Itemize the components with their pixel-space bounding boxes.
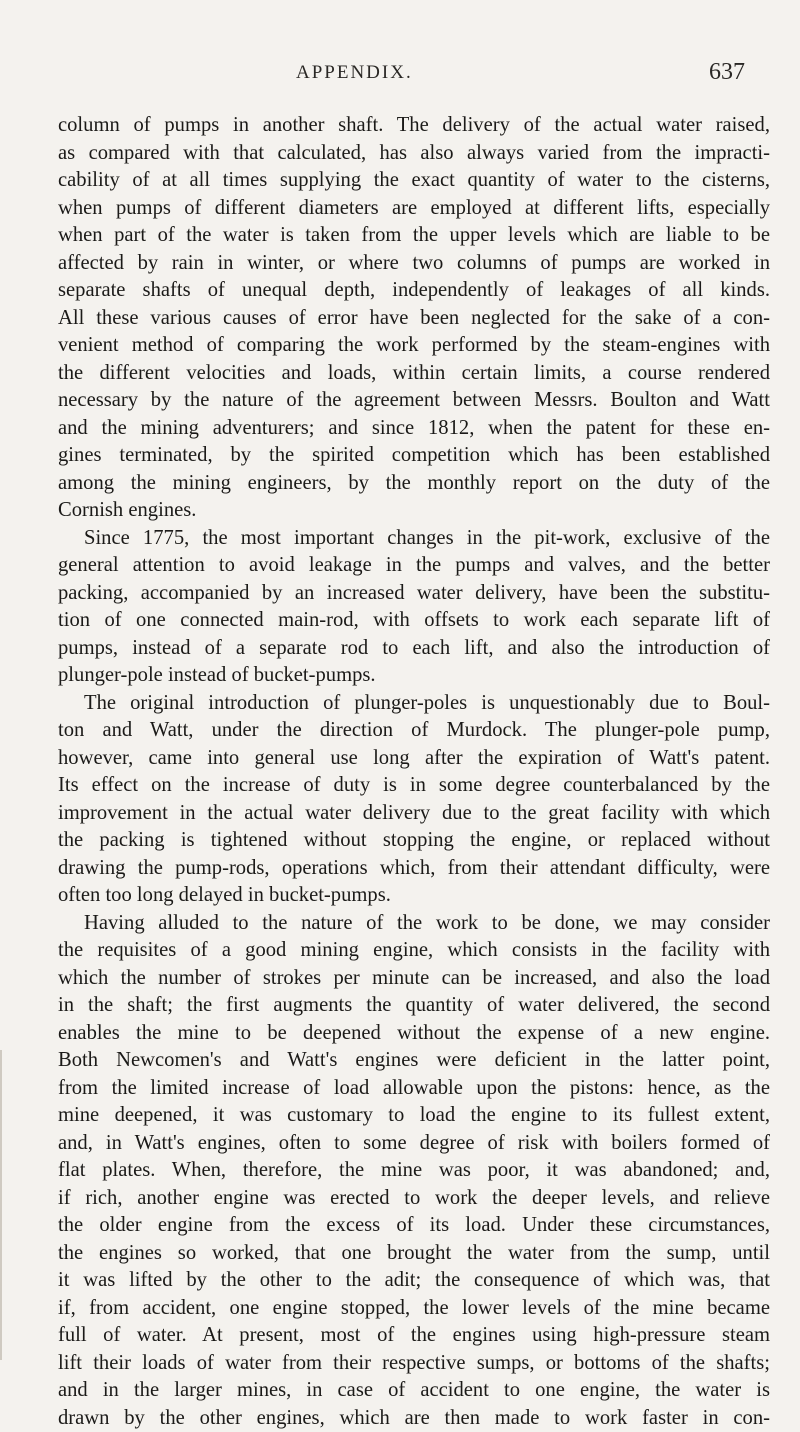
text-line: the older engine from the excess of its load. Under these circumstances, (58, 1212, 770, 1240)
text-line: in the shaft; the first augments the quantity of water delivered, the second (58, 992, 770, 1020)
text-line: gines terminated, by the spirited competition which has been established (58, 442, 770, 470)
text-line: affected by rain in winter, or where two columns of pumps are worked in (58, 250, 770, 278)
text-line: when pumps of different diameters are employed at different lifts, especially (58, 195, 770, 223)
text-line: and the mining adventurers; and since 1812, when the patent for these en- (58, 415, 770, 443)
text-line: which the number of strokes per minute can be increased, and also the load (58, 965, 770, 993)
text-line: if rich, another engine was erected to work the deeper levels, and relieve (58, 1185, 770, 1213)
text-line: the engines so worked, that one brought the water from the sump, until (58, 1240, 770, 1268)
text-line: Cornish engines. (58, 497, 770, 525)
text-line: drawn by the other engines, which are then made to work faster in con- (58, 1405, 770, 1432)
text-line: it was lifted by the other to the adit; the consequence of which was, that (58, 1267, 770, 1295)
text-line: ton and Watt, under the direction of Murdock. The plunger-pole pump, (58, 717, 770, 745)
text-line: lift their loads of water from their respective sumps, or bottoms of the shafts; (58, 1350, 770, 1378)
text-line: separate shafts of unequal depth, independently of leakages of all kinds. (58, 277, 770, 305)
running-title: APPENDIX. (296, 62, 413, 84)
text-line: as compared with that calculated, has also always varied from the impracti- (58, 140, 770, 168)
text-line: and, in Watt's engines, often to some degree of risk with boilers formed of (58, 1130, 770, 1158)
text-line: often too long delayed in bucket-pumps. (58, 882, 770, 910)
text-line: Both Newcomen's and Watt's engines were deficient in the latter point, (58, 1047, 770, 1075)
text-line: pumps, instead of a separate rod to each lift, and also the introduction of (58, 635, 770, 663)
text-line: Having alluded to the nature of the work to be done, we may consider (58, 910, 770, 938)
text-line: column of pumps in another shaft. The delivery of the actual water raised, (58, 112, 770, 140)
text-line: The original introduction of plunger-poles is unquestionably due to Boul- (58, 690, 770, 718)
body-text (58, 112, 770, 1432)
text-line: plunger-pole instead of bucket-pumps. (58, 662, 770, 690)
text-line: from the limited increase of load allowable upon the pistons: hence, as the (58, 1075, 770, 1103)
text-line: flat plates. When, therefore, the mine was poor, it was abandoned; and, (58, 1157, 770, 1185)
text-line: enables the mine to be deepened without the expense of a new engine. (58, 1020, 770, 1048)
text-line: full of water. At present, most of the engines using high-pressure steam (58, 1322, 770, 1350)
text-line: mine deepened, it was customary to load the engine to its fullest extent, (58, 1102, 770, 1130)
text-line: Since 1775, the most important changes in the pit-work, exclusive of the (58, 525, 770, 553)
text-line: the packing is tightened without stopping the engine, or replaced without (58, 827, 770, 855)
text-line: necessary by the nature of the agreement between Messrs. Boulton and Watt (58, 387, 770, 415)
text-line: and in the larger mines, in case of accident to one engine, the water is (58, 1377, 770, 1405)
text-line: packing, accompanied by an increased water delivery, have been the substitu- (58, 580, 770, 608)
text-line: the different velocities and loads, within certain limits, a course rendered (58, 360, 770, 388)
running-head (0, 62, 800, 92)
text-line: among the mining engineers, by the monthly report on the duty of the (58, 470, 770, 498)
text-line: if, from accident, one engine stopped, the lower levels of the mine became (58, 1295, 770, 1323)
text-line: the requisites of a good mining engine, which consists in the facility with (58, 937, 770, 965)
text-line: tion of one connected main-rod, with offsets to work each separate lift of (58, 607, 770, 635)
text-line: improvement in the actual water delivery due to the great facility with which (58, 800, 770, 828)
text-line: however, came into general use long after the expiration of Watt's patent. (58, 745, 770, 773)
text-line: cability of at all times supplying the exact quantity of water to the cisterns, (58, 167, 770, 195)
text-line: venient method of comparing the work performed by the steam-engines with (58, 332, 770, 360)
text-line: general attention to avoid leakage in the pumps and valves, and the better (58, 552, 770, 580)
page-number: 637 (709, 59, 745, 86)
text-line: Its effect on the increase of duty is in some degree counterbalanced by the (58, 772, 770, 800)
page-edge-shadow (0, 1050, 2, 1360)
text-line: All these various causes of error have been neglected for the sake of a con- (58, 305, 770, 333)
text-line: when part of the water is taken from the upper levels which are liable to be (58, 222, 770, 250)
text-line: drawing the pump-rods, operations which, from their attendant difficulty, were (58, 855, 770, 883)
